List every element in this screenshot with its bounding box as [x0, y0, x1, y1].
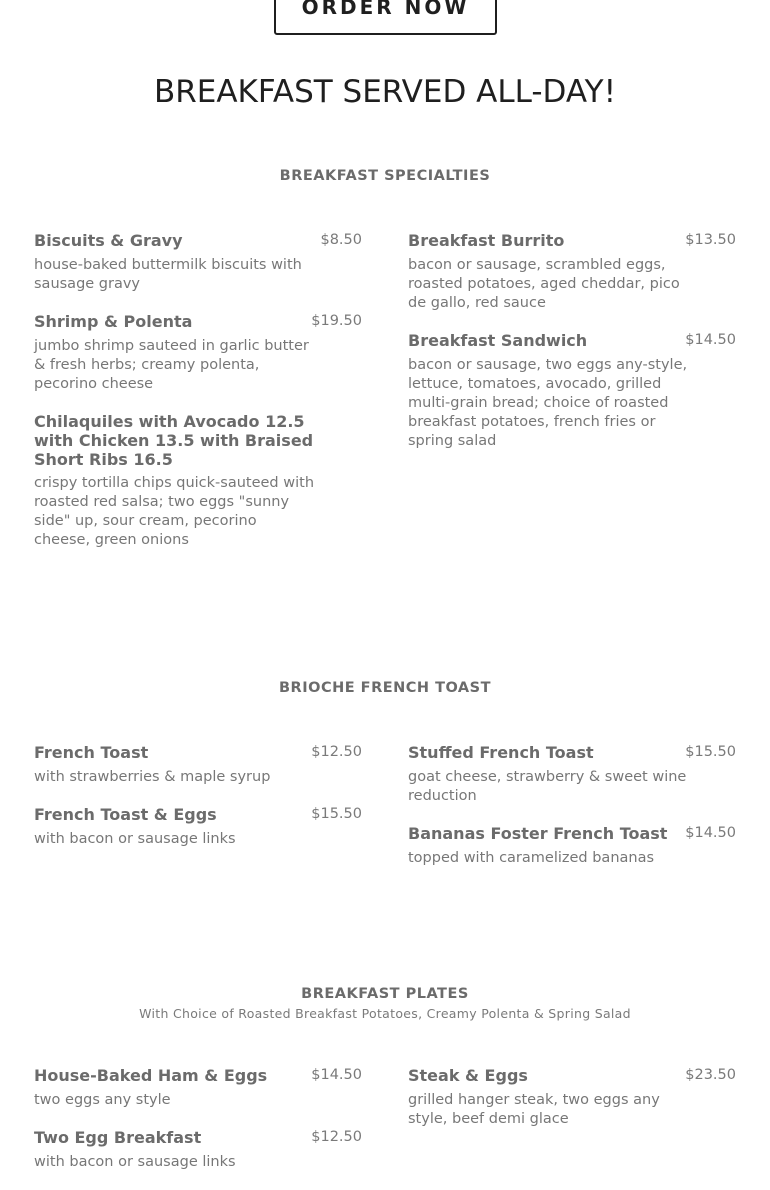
- order-now-button[interactable]: ORDER NOW: [274, 0, 497, 35]
- item-price: $14.50: [311, 1067, 362, 1083]
- section-title: BREAKFAST PLATES: [301, 986, 469, 1002]
- item-name: Shrimp & Polenta: [34, 312, 193, 331]
- item-description: bacon or sausage, two eggs any-style, lettuce, tomatoes, avocado, grilled multi-grain bread; choice of roasted breakfast potatoes, french fries or spring salad: [408, 357, 688, 449]
- menu-item[interactable]: [34, 312, 362, 394]
- section-brioche-french-toast: [0, 678, 770, 698]
- item-name: Bananas Foster French Toast: [408, 824, 668, 843]
- menu-item[interactable]: [34, 805, 362, 849]
- menu-column-right: [408, 1066, 736, 1147]
- item-description: topped with caramelized bananas: [408, 850, 655, 866]
- item-price: $12.50: [311, 744, 362, 760]
- item-name: Biscuits & Gravy: [34, 231, 183, 250]
- menu-item[interactable]: [34, 743, 362, 787]
- item-description: bacon or sausage, scrambled eggs, roasted potatoes, aged cheddar, pico de gallo, red sauce: [408, 257, 680, 311]
- item-price: $19.50: [311, 313, 362, 329]
- menu-item[interactable]: [408, 824, 736, 868]
- section-breakfast-plates: [0, 984, 770, 1024]
- item-name: Chilaquiles with Avocado 12.5 with Chicken 13.5 with Braised Short Ribs 16.5: [34, 412, 314, 469]
- item-description: with bacon or sausage links: [34, 831, 236, 847]
- menu-column-right: [408, 231, 736, 469]
- menu-item[interactable]: [34, 1066, 362, 1110]
- item-description: with bacon or sausage links: [34, 1154, 236, 1170]
- menu-item[interactable]: [408, 231, 736, 313]
- item-price: $14.50: [685, 825, 736, 841]
- item-name: Steak & Eggs: [408, 1066, 528, 1085]
- item-price: $15.50: [685, 744, 736, 760]
- item-name: House-Baked Ham & Eggs: [34, 1066, 268, 1085]
- item-description: crispy tortilla chips quick-sauteed with roasted red salsa; two eggs "sunny side" up, sour cream, pecorino cheese, green onions: [34, 475, 315, 548]
- menu-column-left: [34, 231, 362, 568]
- section-subtitle: With Choice of Roasted Breakfast Potatoes, Creamy Polenta & Spring Salad: [139, 1006, 631, 1021]
- item-price: $13.50: [685, 232, 736, 248]
- item-price: $14.50: [685, 332, 736, 348]
- menu-item[interactable]: [408, 1066, 736, 1129]
- item-name: Breakfast Burrito: [408, 231, 565, 250]
- menu-column-left: [34, 1066, 362, 1190]
- item-name: Stuffed French Toast: [408, 743, 594, 762]
- item-description: with strawberries & maple syrup: [34, 769, 271, 785]
- item-description: jumbo shrimp sauteed in garlic butter & fresh herbs; creamy polenta, pecorino cheese: [34, 338, 309, 392]
- item-name: Two Egg Breakfast: [34, 1128, 202, 1147]
- section-breakfast-specialties: [0, 166, 770, 186]
- item-name: French Toast: [34, 743, 149, 762]
- item-description: grilled hanger steak, two eggs any style, beef demi glace: [408, 1092, 660, 1127]
- item-price: $15.50: [311, 806, 362, 822]
- item-price: $23.50: [685, 1067, 736, 1083]
- item-description: goat cheese, strawberry & sweet wine reduction: [408, 769, 687, 804]
- item-name: Breakfast Sandwich: [408, 331, 588, 350]
- menu-item[interactable]: [34, 412, 362, 550]
- menu-item[interactable]: [408, 743, 736, 806]
- item-description: house-baked buttermilk biscuits with sausage gravy: [34, 257, 302, 292]
- menu-column-right: [408, 743, 736, 886]
- item-price: $12.50: [311, 1129, 362, 1145]
- section-title: BRIOCHE FRENCH TOAST: [279, 680, 491, 696]
- item-description: two eggs any style: [34, 1092, 171, 1108]
- page-title: BREAKFAST SERVED ALL-DAY!: [153, 74, 617, 110]
- menu-item[interactable]: [34, 231, 362, 294]
- section-title: BREAKFAST SPECIALTIES: [279, 168, 491, 184]
- item-price: $8.50: [320, 232, 362, 248]
- item-name: French Toast & Eggs: [34, 805, 217, 824]
- menu-item[interactable]: [34, 1128, 362, 1172]
- menu-column-left: [34, 743, 362, 867]
- menu-item[interactable]: [408, 331, 736, 451]
